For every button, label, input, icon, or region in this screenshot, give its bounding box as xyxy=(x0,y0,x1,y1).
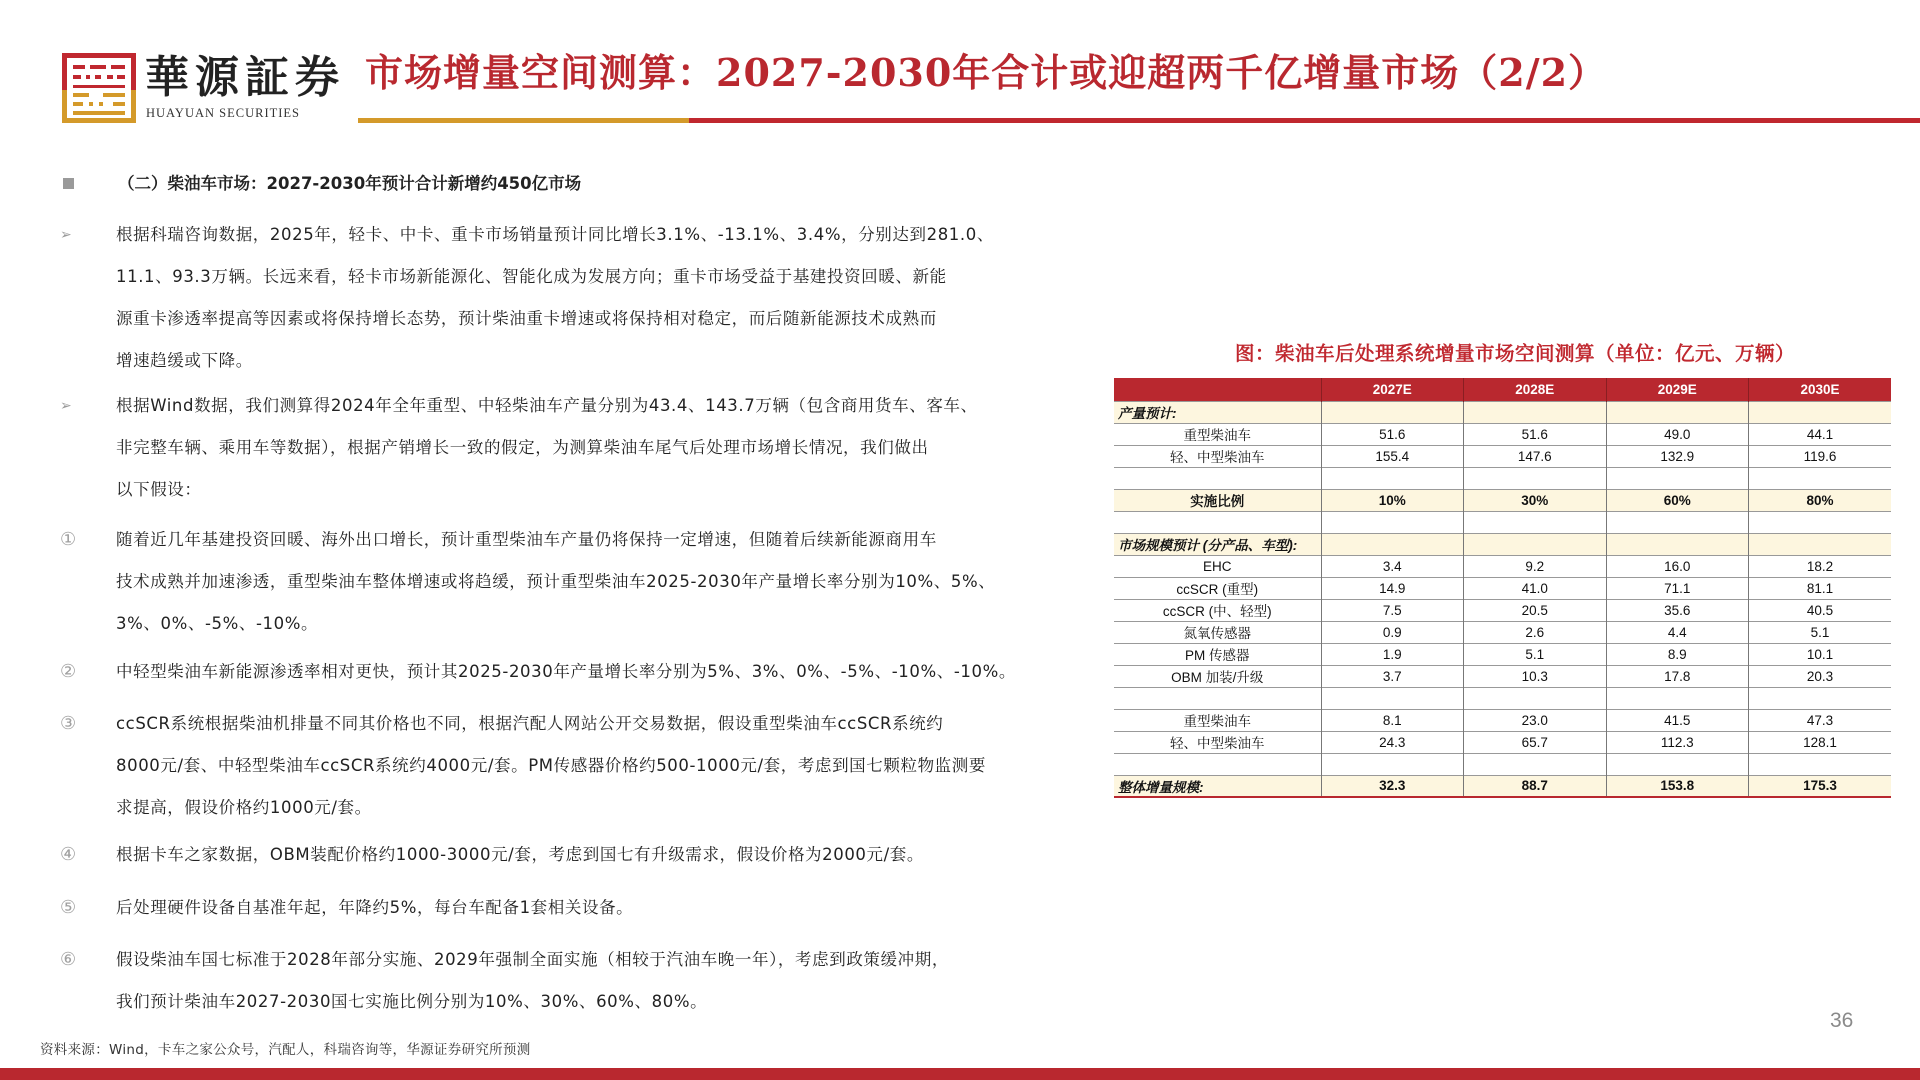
paragraph-line: 11.1、93.3万辆。长远来看，轻卡市场新能源化、智能化成为发展方向；重卡市场受益于基建投资回暖、新能 xyxy=(116,267,947,286)
cell-value: 80% xyxy=(1749,489,1892,511)
cell-value: 81.1 xyxy=(1749,577,1892,599)
cell-value: 71.1 xyxy=(1606,577,1749,599)
paragraph-line: 求提高，假设价格约1000元/套。 xyxy=(116,798,372,817)
paragraph-line: 后处理硬件设备自基准年起，年降约5%，每台车配备1套相关设备。 xyxy=(116,898,634,917)
table-spacer-row xyxy=(1114,687,1891,709)
cell-value: 41.0 xyxy=(1464,577,1607,599)
cell-value xyxy=(1464,753,1607,775)
cell-value xyxy=(1606,511,1749,533)
cell-value: 132.9 xyxy=(1606,445,1749,467)
column-header: 2030E xyxy=(1749,378,1892,401)
cell-value: 35.6 xyxy=(1606,599,1749,621)
table-row xyxy=(1114,599,1891,621)
row-label: ccSCR (重型) xyxy=(1114,577,1321,599)
row-label: ccSCR (中、轻型) xyxy=(1114,599,1321,621)
row-label xyxy=(1114,511,1321,533)
cell-value xyxy=(1749,511,1892,533)
paragraph-line: ccSCR系统根据柴油机排量不同其价格也不同，根据汽配人网站公开交易数据，假设重型柴油车ccSCR系统约 xyxy=(116,714,944,733)
cell-value: 112.3 xyxy=(1606,731,1749,753)
cell-value: 153.8 xyxy=(1606,775,1749,797)
circled-number-4-icon: ④ xyxy=(60,844,77,865)
paragraph-line: 源重卡渗透率提高等因素或将保持增长态势，预计柴油重卡增速或将保持相对稳定，而后随新能源技术成熟而 xyxy=(116,309,937,328)
cell-value: 47.3 xyxy=(1749,709,1892,731)
paragraph-line: 中轻型柴油车新能源渗透率相对更快，预计其2025-2030年产量增长率分别为5%、3%、0%、-5%、-10%、-10%。 xyxy=(116,662,1016,681)
cell-value: 44.1 xyxy=(1749,423,1892,445)
cell-value xyxy=(1749,401,1892,423)
paragraph-line: 8000元/套、中轻型柴油车ccSCR系统约4000元/套。PM传感器价格约500-1000元/套，考虑到国七颗粒物监测要 xyxy=(116,756,986,775)
source-note: 资料来源：Wind，卡车之家公众号，汽配人，科瑞咨询等，华源证券研究所预测 xyxy=(40,1042,531,1058)
circled-number-5-icon: ⑤ xyxy=(60,897,77,918)
cell-value: 60% xyxy=(1606,489,1749,511)
cell-value: 9.2 xyxy=(1464,555,1607,577)
paragraph xyxy=(116,834,1092,876)
table-total-row xyxy=(1114,775,1891,797)
cell-value: 40.5 xyxy=(1749,599,1892,621)
table-row xyxy=(1114,643,1891,665)
paragraph-line: 非完整车辆、乘用车等数据），根据产销增长一致的假定，为测算柴油车尾气后处理市场增长情况，我们做出 xyxy=(116,438,929,457)
row-label: 轻、中型柴油车 xyxy=(1114,445,1321,467)
cell-value: 119.6 xyxy=(1749,445,1892,467)
table-section-row xyxy=(1114,401,1891,423)
row-label: 市场规模预计 (分产品、车型): xyxy=(1114,533,1321,555)
row-label: 氮氧传感器 xyxy=(1114,621,1321,643)
market-size-table xyxy=(1114,378,1891,798)
column-header: 2027E xyxy=(1321,378,1464,401)
paragraph-line: 根据科瑞咨询数据，2025年，轻卡、中卡、重卡市场销量预计同比增长3.1%、-13.1%、3.4%，分别达到281.0、 xyxy=(116,225,994,244)
cell-value: 3.4 xyxy=(1321,555,1464,577)
column-header xyxy=(1114,378,1321,401)
cell-value xyxy=(1464,511,1607,533)
row-label: PM 传感器 xyxy=(1114,643,1321,665)
table-row xyxy=(1114,709,1891,731)
cell-value: 51.6 xyxy=(1321,423,1464,445)
cell-value xyxy=(1606,687,1749,709)
cell-value: 18.2 xyxy=(1749,555,1892,577)
paragraph-line: 以下假设： xyxy=(116,480,202,499)
cell-value xyxy=(1749,687,1892,709)
cell-value: 30% xyxy=(1464,489,1607,511)
paragraph-line: 根据Wind数据，我们测算得2024年全年重型、中轻柴油车产量分别为43.4、143.7万辆（包含商用货车、客车、 xyxy=(116,396,978,415)
cell-value xyxy=(1606,753,1749,775)
cell-value xyxy=(1321,467,1464,489)
paragraph-line: 我们预计柴油车2027-2030国七实施比例分别为10%、30%、60%、80%。 xyxy=(116,992,708,1011)
cell-value: 88.7 xyxy=(1464,775,1607,797)
cell-value: 8.9 xyxy=(1606,643,1749,665)
cell-value: 4.4 xyxy=(1606,621,1749,643)
cell-value xyxy=(1464,687,1607,709)
cell-value xyxy=(1321,753,1464,775)
table-spacer-row xyxy=(1114,467,1891,489)
cell-value: 128.1 xyxy=(1749,731,1892,753)
cell-value: 147.6 xyxy=(1464,445,1607,467)
figure-caption: 图：柴油车后处理系统增量市场空间测算（单位：亿元、万辆） xyxy=(1234,342,1795,365)
table-header-row xyxy=(1114,378,1891,401)
cell-value xyxy=(1464,467,1607,489)
table-row xyxy=(1114,621,1891,643)
cell-value: 20.3 xyxy=(1749,665,1892,687)
cell-value: 5.1 xyxy=(1749,621,1892,643)
cell-value xyxy=(1321,687,1464,709)
cell-value: 2.6 xyxy=(1464,621,1607,643)
cell-value: 24.3 xyxy=(1321,731,1464,753)
circled-number-6-icon: ⑥ xyxy=(60,949,77,970)
paragraph xyxy=(116,887,1092,929)
table-row xyxy=(1114,423,1891,445)
row-label xyxy=(1114,753,1321,775)
paragraph-line: 根据卡车之家数据，OBM装配价格约1000-3000元/套，考虑到国七有升级需求，假设价格为2000元/套。 xyxy=(116,845,924,864)
table-row xyxy=(1114,555,1891,577)
brand-name-en: HUAYUAN SECURITIES xyxy=(146,106,301,120)
table-row xyxy=(1114,665,1891,687)
cell-value xyxy=(1321,511,1464,533)
cell-value: 8.1 xyxy=(1321,709,1464,731)
cell-value: 49.0 xyxy=(1606,423,1749,445)
row-label: 轻、中型柴油车 xyxy=(1114,731,1321,753)
paragraph-line: 增速趋缓或下降。 xyxy=(116,351,253,370)
circled-number-1-icon: ① xyxy=(60,529,77,550)
column-header: 2029E xyxy=(1606,378,1749,401)
cell-value: 65.7 xyxy=(1464,731,1607,753)
cell-value xyxy=(1749,533,1892,555)
cell-value: 7.5 xyxy=(1321,599,1464,621)
paragraph xyxy=(116,214,1092,382)
arrow-bullet-icon: ➢ xyxy=(60,227,72,243)
paragraph xyxy=(116,939,1092,1023)
cell-value: 16.0 xyxy=(1606,555,1749,577)
paragraph-line: 随着近几年基建投资回暖、海外出口增长，预计重型柴油车产量仍将保持一定增速，但随着后续新能源商用车 xyxy=(116,530,937,549)
table-spacer-row xyxy=(1114,753,1891,775)
cell-value: 0.9 xyxy=(1321,621,1464,643)
row-label: 重型柴油车 xyxy=(1114,423,1321,445)
paragraph xyxy=(116,703,1092,829)
cell-value: 10% xyxy=(1321,489,1464,511)
circled-number-2-icon: ② xyxy=(60,661,77,682)
cell-value: 175.3 xyxy=(1749,775,1892,797)
cell-value xyxy=(1606,467,1749,489)
cell-value: 1.9 xyxy=(1321,643,1464,665)
cell-value xyxy=(1321,401,1464,423)
cell-value: 17.8 xyxy=(1606,665,1749,687)
row-label: OBM 加装/升级 xyxy=(1114,665,1321,687)
cell-value: 51.6 xyxy=(1464,423,1607,445)
cell-value xyxy=(1749,467,1892,489)
table-row xyxy=(1114,445,1891,467)
brand-name-cn: 華源証券 xyxy=(145,52,345,103)
paragraph xyxy=(116,519,1092,645)
row-label: EHC xyxy=(1114,555,1321,577)
row-label: 重型柴油车 xyxy=(1114,709,1321,731)
cell-value: 23.0 xyxy=(1464,709,1607,731)
huayuan-logo-icon xyxy=(62,53,136,123)
cell-value: 155.4 xyxy=(1321,445,1464,467)
cell-value xyxy=(1606,533,1749,555)
table-row xyxy=(1114,731,1891,753)
circled-number-3-icon: ③ xyxy=(60,713,77,734)
page-title: 市场增量空间测算：2027-2030年合计或迎超两千亿增量市场（2/2） xyxy=(365,50,1608,95)
square-bullet-icon xyxy=(63,178,74,189)
row-label xyxy=(1114,467,1321,489)
row-label: 整体增量规模: xyxy=(1114,775,1321,797)
cell-value: 20.5 xyxy=(1464,599,1607,621)
cell-value: 5.1 xyxy=(1464,643,1607,665)
footer-band xyxy=(0,1068,1920,1080)
arrow-bullet-icon: ➢ xyxy=(60,398,72,414)
page-number: 36 xyxy=(1830,1009,1854,1032)
cell-value xyxy=(1749,753,1892,775)
cell-value: 41.5 xyxy=(1606,709,1749,731)
table-section-row xyxy=(1114,533,1891,555)
paragraph xyxy=(116,385,1092,511)
row-label: 产量预计: xyxy=(1114,401,1321,423)
row-label xyxy=(1114,687,1321,709)
cell-value xyxy=(1464,533,1607,555)
cell-value xyxy=(1321,533,1464,555)
table-spacer-row xyxy=(1114,511,1891,533)
cell-value: 3.7 xyxy=(1321,665,1464,687)
cell-value xyxy=(1606,401,1749,423)
title-underline-gold xyxy=(358,118,689,123)
row-label: 实施比例 xyxy=(1114,489,1321,511)
section-heading: （二）柴油车市场：2027-2030年预计合计新增约450亿市场 xyxy=(118,174,582,193)
cell-value: 14.9 xyxy=(1321,577,1464,599)
paragraph-line: 3%、0%、-5%、-10%。 xyxy=(116,614,319,633)
paragraph-line: 技术成熟并加速渗透，重型柴油车整体增速或将趋缓，预计重型柴油车2025-2030年产量增长率分别为10%、5%、 xyxy=(116,572,996,591)
title-underline-red xyxy=(689,118,1920,123)
paragraph-line: 假设柴油车国七标准于2028年部分实施、2029年强制全面实施（相较于汽油车晚一年），考虑到政策缓冲期， xyxy=(116,950,949,969)
column-header: 2028E xyxy=(1464,378,1607,401)
paragraph xyxy=(116,651,1092,693)
cell-value: 10.1 xyxy=(1749,643,1892,665)
table-row xyxy=(1114,577,1891,599)
table-row xyxy=(1114,489,1891,511)
cell-value xyxy=(1464,401,1607,423)
cell-value: 32.3 xyxy=(1321,775,1464,797)
cell-value: 10.3 xyxy=(1464,665,1607,687)
